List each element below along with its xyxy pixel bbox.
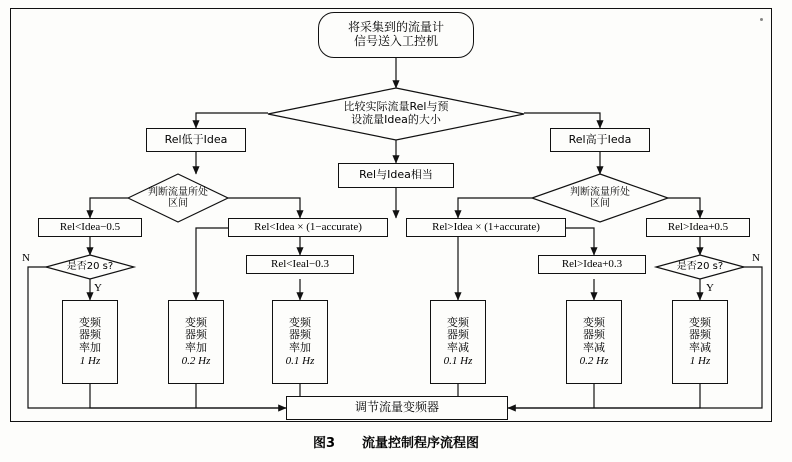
node-act-r3-value: 1 Hz <box>689 354 711 367</box>
node-timer-right-label: 是否20 s? <box>676 261 724 273</box>
node-act-r2-value: 0.2 Hz <box>579 354 609 367</box>
node-act-l2-line2: 器频 <box>185 328 207 342</box>
node-judge-right <box>532 174 668 222</box>
node-timer-right <box>656 255 744 279</box>
node-low-branch <box>146 128 246 152</box>
node-act-r3-line3: 率减 <box>689 341 711 354</box>
figure-caption-label: 图3 <box>312 436 335 451</box>
branch-label-left-yes: Y <box>94 282 102 294</box>
node-act-r3-line2: 器频 <box>689 328 711 342</box>
node-start-line2: 信号送入工控机 <box>353 34 438 48</box>
node-act-r2-line2: 器频 <box>583 328 605 342</box>
node-high-branch-label: Rel高于Ieda <box>568 132 632 146</box>
branch-label-right-yes: Y <box>706 282 714 294</box>
node-end <box>286 396 508 420</box>
node-cond-l1-label: Rel<Idea−0.5 <box>59 221 121 234</box>
node-cond-l2-label: Rel<Idea × (1−accurate) <box>254 221 362 234</box>
scan-speck <box>760 18 763 21</box>
node-act-l2-line1: 变频 <box>185 315 207 329</box>
node-act-l1-line1: 变频 <box>79 315 101 329</box>
node-timer-left <box>46 255 134 279</box>
branch-label-left-no: N <box>22 252 30 264</box>
node-act-l1-line3: 率加 <box>79 341 101 354</box>
node-judge-left-line2: 区间 <box>168 198 188 209</box>
node-cond-r2 <box>538 255 646 274</box>
node-act-r2-line1: 变频 <box>583 315 605 329</box>
branch-label-right-no: N <box>752 252 760 264</box>
node-act-l3-line1: 变频 <box>289 315 311 329</box>
node-judge-right-line2: 区间 <box>590 198 610 209</box>
node-end-label: 调节流量变频器 <box>354 400 439 415</box>
node-act-l2 <box>168 300 224 384</box>
node-act-l1-value: 1 Hz <box>79 354 101 367</box>
node-act-r2 <box>566 300 622 384</box>
node-act-r1 <box>430 300 486 384</box>
node-start-line1: 将采集到的流量计 <box>347 20 444 35</box>
node-cond-r2-label: Rel>Idea+0.3 <box>561 258 623 271</box>
node-judge-left <box>128 174 228 222</box>
figure-caption-title: 流量控制程序流程图 <box>362 436 480 451</box>
node-act-l3-line3: 率加 <box>289 341 311 354</box>
node-low-branch-label: Rel低于Idea <box>164 132 228 146</box>
node-act-r1-line2: 器频 <box>447 328 469 342</box>
node-act-l1-line2: 器频 <box>79 328 101 342</box>
node-cond-l3 <box>246 255 354 274</box>
node-cond-l2 <box>228 218 388 237</box>
node-judge-right-line1: 判断流量所处 <box>570 186 630 198</box>
node-compare <box>268 88 524 140</box>
node-act-r1-line3: 率减 <box>447 341 469 354</box>
node-act-r1-value: 0.1 Hz <box>443 354 473 367</box>
node-act-r3-line1: 变频 <box>689 315 711 329</box>
node-act-r2-line3: 率减 <box>583 341 605 354</box>
node-equal-branch-label: Rel与Idea相当 <box>359 168 433 182</box>
node-cond-r3 <box>646 218 750 237</box>
node-compare-line2: 设流量Idea的大小 <box>351 113 441 126</box>
node-act-r3 <box>672 300 728 384</box>
node-cond-r3-label: Rel>Idea+0.5 <box>667 221 729 234</box>
node-act-l1 <box>62 300 118 384</box>
node-act-l3-value: 0.1 Hz <box>285 354 315 367</box>
node-high-branch <box>550 128 650 152</box>
node-act-l3 <box>272 300 328 384</box>
node-cond-r1-label: Rel>Idea × (1+accurate) <box>432 221 540 234</box>
node-cond-l1 <box>38 218 142 237</box>
node-equal-branch <box>338 163 454 188</box>
node-start <box>318 12 474 58</box>
node-act-l2-value: 0.2 Hz <box>181 354 211 367</box>
node-judge-left-line1: 判断流量所处 <box>148 186 208 198</box>
node-timer-left-label: 是否20 s? <box>66 261 114 273</box>
node-act-l3-line2: 器频 <box>289 328 311 342</box>
node-cond-l3-label: Rel<Ieal−0.3 <box>271 258 329 271</box>
node-act-r1-line1: 变频 <box>447 315 469 329</box>
node-compare-line1: 比较实际流量Rel与预 <box>343 100 449 114</box>
figure-caption <box>0 432 792 451</box>
node-cond-r1 <box>406 218 566 237</box>
node-act-l2-line3: 率加 <box>185 341 207 354</box>
